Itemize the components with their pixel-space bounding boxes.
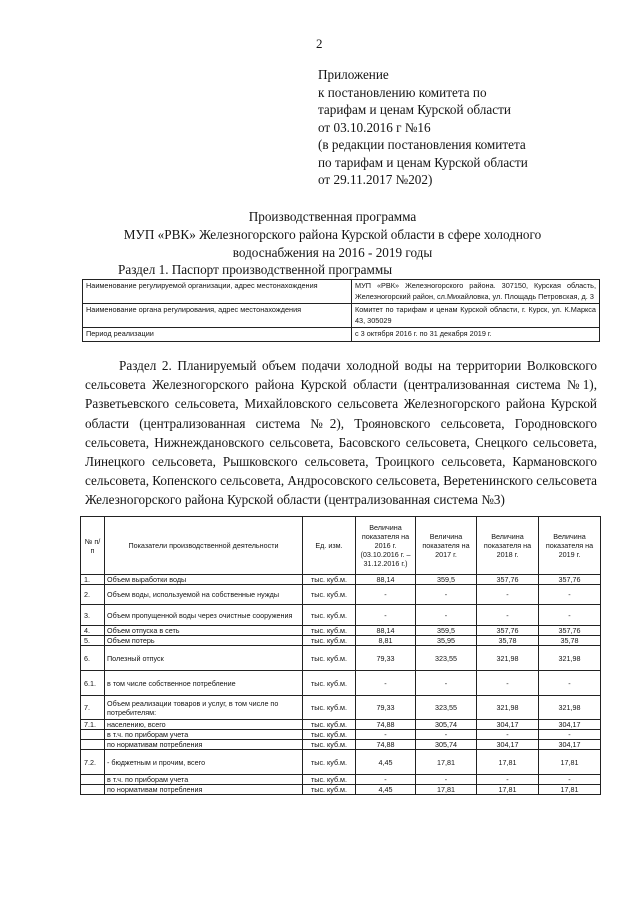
row-value-2017: 359,5	[416, 575, 477, 585]
row-unit: тыс. куб.м.	[303, 785, 356, 795]
table-row	[81, 775, 601, 785]
header-unit: Ед. изм.	[303, 517, 356, 575]
row-indicator: Объем реализации товаров и услуг, в том числе по потребителям:	[105, 696, 303, 720]
header-2019: Величина показателя на 2019 г.	[539, 517, 601, 575]
row-number: 5.	[81, 636, 105, 646]
row-unit: тыс. куб.м.	[303, 740, 356, 750]
appendix-line: Приложение	[318, 67, 389, 82]
appendix-line: по тарифам и ценам Курской области	[318, 154, 528, 170]
section2-paragraph: Раздел 2. Планируемый объем подачи холодной воды на территории Волковского сельсовета Железногорского района Курской области (централизованная система №1), Разветьевского сельсовета, Михайловского сельсовета Железногорского района Курской области (централизованная система №2), Трояновского сельсовета, Городновского сельсовета, Нижнеждановского сельсовета, Басовского сельсовета, Снецкого сельсовета, Линецкого сельсовета, Рышковского сельсовета, Троицкого сельсовета, Кармановского сельсовета, Копенского сельсовета, Андросовского сельсовета, Веретенинского сельсовета Железногорского района Курской области (централизованная система №3)	[85, 358, 597, 508]
page-number: 2	[316, 36, 323, 51]
row-indicator: по нормативам потребления	[105, 740, 303, 750]
row-unit: тыс. куб.м.	[303, 605, 356, 626]
passport-label: Период реализации	[83, 328, 352, 342]
row-value-2019: 321,98	[539, 696, 601, 720]
row-number: 1.	[81, 575, 105, 585]
row-number	[81, 775, 105, 785]
row-value-2016: -	[356, 605, 416, 626]
row-value-2016: 88,14	[356, 626, 416, 636]
row-unit: тыс. куб.м.	[303, 585, 356, 605]
passport-value: Комитет по тарифам и ценам Курской области, г. Курск, ул. К.Маркса 43, 305029	[352, 304, 600, 328]
row-value-2017: -	[416, 730, 477, 740]
row-unit: тыс. куб.м.	[303, 750, 356, 775]
row-value-2019: -	[539, 730, 601, 740]
table-row	[81, 785, 601, 795]
row-value-2018: -	[477, 671, 539, 696]
table-row	[81, 740, 601, 750]
row-value-2018: 357,76	[477, 626, 539, 636]
row-value-2017: 323,55	[416, 696, 477, 720]
row-number: 3.	[81, 605, 105, 626]
appendix-line: (в редакции постановления комитета	[318, 137, 526, 152]
row-value-2018: 17,81	[477, 785, 539, 795]
row-value-2016: 79,33	[356, 696, 416, 720]
row-value-2018: -	[477, 585, 539, 605]
row-number: 7.1.	[81, 720, 105, 730]
row-value-2018: 35,78	[477, 636, 539, 646]
row-value-2018: 17,81	[477, 750, 539, 775]
row-indicator: населению, всего	[105, 720, 303, 730]
header-2017: Величина показателя на 2017 г.	[416, 517, 477, 575]
row-value-2019: -	[539, 605, 601, 626]
row-unit: тыс. куб.м.	[303, 671, 356, 696]
passport-row	[83, 304, 600, 328]
row-number	[81, 785, 105, 795]
row-value-2017: 359,5	[416, 626, 477, 636]
row-indicator: - бюджетным и прочим, всего	[105, 750, 303, 775]
row-value-2018: 321,98	[477, 696, 539, 720]
row-value-2017: -	[416, 605, 477, 626]
row-value-2016: -	[356, 671, 416, 696]
title-line: водоснабжения на 2016 - 2019 годы	[232, 245, 433, 260]
passport-label: Наименование регулируемой организации, адрес местонахождения	[83, 280, 352, 304]
row-value-2017: 305,74	[416, 740, 477, 750]
row-unit: тыс. куб.м.	[303, 575, 356, 585]
passport-row	[83, 280, 600, 304]
row-value-2016: 74,88	[356, 720, 416, 730]
row-value-2019: 17,81	[539, 750, 601, 775]
table-row	[81, 636, 601, 646]
table-row	[81, 696, 601, 720]
header-indicator: Показатели производственной деятельности	[105, 517, 303, 575]
row-value-2018: 304,17	[477, 740, 539, 750]
row-indicator: Объем воды, используемой на собственные нужды	[105, 585, 303, 605]
row-value-2019: 17,81	[539, 785, 601, 795]
row-value-2017: -	[416, 775, 477, 785]
appendix-line: тарифам и ценам Курской области	[318, 102, 511, 117]
row-value-2018: -	[477, 775, 539, 785]
table-row	[81, 750, 601, 775]
production-table	[80, 516, 601, 795]
row-value-2018: 357,76	[477, 575, 539, 585]
passport-table	[82, 279, 600, 342]
header-2018: Величина показателя на 2018 г.	[477, 517, 539, 575]
row-number: 7.2.	[81, 750, 105, 775]
row-value-2017: 35,95	[416, 636, 477, 646]
appendix-line: к постановлению комитета по	[318, 84, 487, 100]
row-number	[81, 730, 105, 740]
row-number: 2.	[81, 585, 105, 605]
row-unit: тыс. куб.м.	[303, 636, 356, 646]
row-value-2016: 4,45	[356, 750, 416, 775]
row-value-2019: 304,17	[539, 720, 601, 730]
title-line: МУП «РВК» Железногорского района Курской области в сфере холодного	[123, 227, 542, 242]
row-value-2017: 17,81	[416, 785, 477, 795]
table-row	[81, 626, 601, 636]
row-unit: тыс. куб.м.	[303, 696, 356, 720]
row-value-2017: -	[416, 585, 477, 605]
row-indicator: Объем выработки воды	[105, 575, 303, 585]
table-row	[81, 585, 601, 605]
row-value-2017: -	[416, 671, 477, 696]
table-row	[81, 605, 601, 626]
row-unit: тыс. куб.м.	[303, 720, 356, 730]
row-value-2017: 323,55	[416, 646, 477, 671]
row-number: 6.1.	[81, 671, 105, 696]
row-value-2016: 4,45	[356, 785, 416, 795]
appendix-line: от 29.11.2017 №202)	[318, 172, 433, 187]
row-value-2018: -	[477, 605, 539, 626]
row-value-2019: 35,78	[539, 636, 601, 646]
appendix-line: от 03.10.2016 г №16	[318, 119, 431, 135]
table-row	[81, 671, 601, 696]
row-indicator: Объем потерь	[105, 636, 303, 646]
row-unit: тыс. куб.м.	[303, 775, 356, 785]
row-indicator: в т.ч. по приборам учета	[105, 730, 303, 740]
table-row	[81, 720, 601, 730]
row-unit: тыс. куб.м.	[303, 626, 356, 636]
row-value-2018: 321,98	[477, 646, 539, 671]
row-number: 7.	[81, 696, 105, 720]
row-value-2019: -	[539, 775, 601, 785]
row-value-2016: -	[356, 730, 416, 740]
row-value-2016: 74,88	[356, 740, 416, 750]
row-value-2016: 88,14	[356, 575, 416, 585]
table-row	[81, 575, 601, 585]
row-value-2017: 17,81	[416, 750, 477, 775]
row-value-2016: 79,33	[356, 646, 416, 671]
table-header-row	[81, 517, 601, 575]
row-number: 6.	[81, 646, 105, 671]
row-value-2019: 357,76	[539, 626, 601, 636]
appendix-block	[318, 66, 618, 189]
row-value-2019: -	[539, 585, 601, 605]
row-value-2019: 357,76	[539, 575, 601, 585]
passport-row	[83, 328, 600, 342]
row-unit: тыс. куб.м.	[303, 646, 356, 671]
row-value-2019: -	[539, 671, 601, 696]
row-unit: тыс. куб.м.	[303, 730, 356, 740]
header-2016: Величина показателя на 2016 г. (03.10.2016 г. – 31.12.2016 г.)	[356, 517, 416, 575]
passport-value: с 3 октября 2016 г. по 31 декабря 2019 г.	[352, 328, 600, 342]
row-value-2016: -	[356, 585, 416, 605]
section1-heading: Раздел 1. Паспорт производственной программы	[118, 262, 393, 277]
table-row	[81, 646, 601, 671]
row-indicator: Объем отпуска в сеть	[105, 626, 303, 636]
row-value-2016: 8,81	[356, 636, 416, 646]
title-line: Производственная программа	[248, 209, 417, 224]
program-title	[60, 208, 605, 262]
row-value-2018: -	[477, 730, 539, 740]
row-number	[81, 740, 105, 750]
row-indicator: в т.ч. по приборам учета	[105, 775, 303, 785]
row-indicator: в том числе собственное потребление	[105, 671, 303, 696]
header-num: № п/п	[81, 517, 105, 575]
row-value-2017: 305,74	[416, 720, 477, 730]
row-number: 4.	[81, 626, 105, 636]
row-indicator: по нормативам потребления	[105, 785, 303, 795]
row-value-2018: 304,17	[477, 720, 539, 730]
row-value-2016: -	[356, 775, 416, 785]
row-value-2019: 321,98	[539, 646, 601, 671]
passport-label: Наименование органа регулирования, адрес местонахождения	[83, 304, 352, 328]
row-indicator: Объем пропущенной воды через очистные сооружения	[105, 605, 303, 626]
table-row	[81, 730, 601, 740]
passport-value: МУП «РВК» Железногорского района. 307150, Курская область, Железногорский район, сл.Михайловка, ул. Площадь Петровская, д. 3	[352, 280, 600, 304]
row-value-2019: 304,17	[539, 740, 601, 750]
row-indicator: Полезный отпуск	[105, 646, 303, 671]
